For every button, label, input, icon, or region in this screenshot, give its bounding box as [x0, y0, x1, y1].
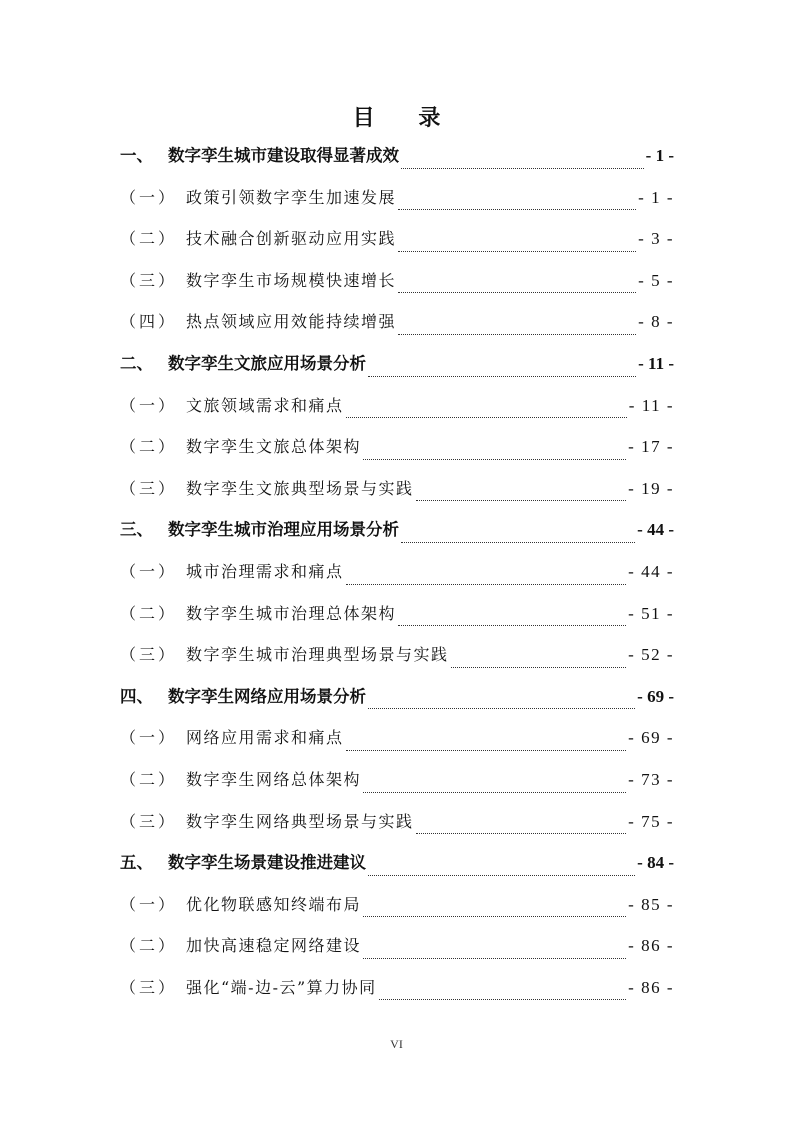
toc-entry-title: 数字孪生城市治理总体架构	[186, 603, 397, 623]
toc-dot-leader	[451, 666, 627, 668]
toc-entry-number: （三）	[120, 811, 178, 831]
toc-entry-page: - 44 -	[628, 561, 674, 581]
toc-entry-page: - 84 -	[637, 853, 674, 873]
toc-chapter-entry[interactable]	[120, 514, 674, 556]
toc-entry-page: - 19 -	[628, 478, 674, 498]
toc-entry-page: - 52 -	[628, 645, 674, 665]
toc-dot-leader	[368, 375, 636, 377]
toc-dot-leader	[363, 791, 626, 793]
toc-entry-title: 热点领域应用效能持续增强	[186, 312, 397, 332]
toc-section-entry[interactable]	[120, 223, 674, 265]
toc-entry-title: 数字孪生城市建设取得显著成效	[168, 146, 399, 165]
toc-section-entry[interactable]	[120, 972, 674, 1014]
toc-chapter-entry[interactable]	[120, 140, 674, 182]
toc-entry-number: 五、	[120, 853, 153, 873]
toc-entry-title: 文旅领域需求和痛点	[186, 395, 344, 415]
toc-section-entry[interactable]	[120, 390, 674, 432]
toc-chapter-entry[interactable]	[120, 681, 674, 723]
toc-dot-leader	[363, 915, 626, 917]
toc-chapter-entry[interactable]	[120, 847, 674, 889]
toc-entry-number: 四、	[120, 686, 153, 706]
toc-dot-leader	[401, 167, 644, 169]
toc-entry-number: （二）	[120, 769, 178, 789]
toc-dot-leader	[398, 624, 626, 626]
toc-entry-title: 数字孪生文旅应用场景分析	[168, 353, 366, 373]
toc-entry-number: （四）	[120, 312, 178, 332]
toc-dot-leader	[416, 499, 627, 501]
toc-entry-number: （三）	[120, 645, 178, 665]
toc-entry-page: - 69 -	[637, 686, 674, 706]
toc-entry-number: （二）	[120, 936, 178, 956]
toc-entry-number: 三、	[120, 520, 153, 540]
toc-dot-leader	[398, 250, 636, 252]
toc-entry-number: （三）	[120, 270, 178, 290]
toc-entry-page: - 8 -	[638, 312, 674, 332]
toc-entry-page: - 3 -	[638, 229, 674, 249]
toc-dot-leader	[363, 458, 626, 460]
toc-dot-leader	[379, 998, 626, 1000]
toc-entry-page: - 86 -	[628, 977, 674, 997]
toc-entry-page: - 73 -	[628, 769, 674, 789]
toc-entry-title: 数字孪生文旅典型场景与实践	[186, 478, 414, 498]
toc-entry-title: 强化“端-边-云”算力协同	[186, 977, 377, 997]
toc-section-entry[interactable]	[120, 265, 674, 307]
toc-section-entry[interactable]	[120, 722, 674, 764]
toc-dot-leader	[346, 416, 627, 418]
toc-entry-title: 数字孪生城市治理应用场景分析	[168, 520, 399, 540]
toc-entry-number: （一）	[120, 894, 178, 914]
toc-entry-page: - 1 -	[638, 187, 674, 207]
toc-section-entry[interactable]	[120, 930, 674, 972]
toc-dot-leader	[398, 208, 636, 210]
toc-entry-title: 政策引领数字孪生加速发展	[186, 187, 397, 207]
toc-dot-leader	[398, 333, 636, 335]
toc-entry-title: 技术融合创新驱动应用实践	[186, 229, 397, 249]
toc-entry-title: 数字孪生网络应用场景分析	[168, 686, 366, 706]
toc-entry-number: （三）	[120, 478, 178, 498]
toc-entry-title: 数字孪生市场规模快速增长	[186, 270, 397, 290]
toc-section-entry[interactable]	[120, 306, 674, 348]
toc-section-entry[interactable]	[120, 182, 674, 224]
toc-entry-number: （一）	[120, 561, 178, 581]
toc-dot-leader	[368, 707, 635, 709]
toc-dot-leader	[368, 874, 635, 876]
toc-entry-number: （一）	[120, 187, 178, 207]
toc-entry-title: 网络应用需求和痛点	[186, 728, 344, 748]
toc-entry-title: 数字孪生城市治理典型场景与实践	[186, 645, 449, 665]
toc-entry-page: - 5 -	[638, 270, 674, 290]
toc-entry-page: - 11 -	[628, 395, 674, 415]
toc-entry-page: - 11 -	[638, 353, 674, 373]
toc-section-entry[interactable]	[120, 598, 674, 640]
toc-dot-leader	[363, 957, 626, 959]
toc-entry-page: - 75 -	[628, 811, 674, 831]
toc-entry-page: - 1 -	[645, 146, 674, 165]
toc-entry-page: - 86 -	[628, 936, 674, 956]
toc-entry-title: 优化物联感知终端布局	[186, 894, 362, 914]
toc-entry-number: （一）	[120, 728, 178, 748]
toc-section-entry[interactable]	[120, 889, 674, 931]
toc-entry-title: 数字孪生文旅总体架构	[186, 437, 362, 457]
toc-entry-number: （二）	[120, 229, 178, 249]
toc-entry-page: - 44 -	[637, 520, 674, 540]
toc-entry-page: - 69 -	[628, 728, 674, 748]
toc-entry-page: - 85 -	[628, 894, 674, 914]
toc-entry-title: 数字孪生场景建设推进建议	[168, 853, 366, 873]
toc-section-entry[interactable]	[120, 431, 674, 473]
toc-dot-leader	[401, 541, 635, 543]
page-number-footer: VI	[390, 1037, 403, 1051]
toc-entry-number: 二、	[120, 353, 153, 373]
toc-entry-title: 加快高速稳定网络建设	[186, 936, 362, 956]
toc-section-entry[interactable]	[120, 764, 674, 806]
toc-section-entry[interactable]	[120, 639, 674, 681]
toc-entry-title: 数字孪生网络典型场景与实践	[186, 811, 414, 831]
toc-entry-number: （二）	[120, 603, 178, 623]
toc-entry-title: 城市治理需求和痛点	[186, 561, 344, 581]
toc-entry-number: （一）	[120, 395, 178, 415]
toc-dot-leader	[346, 749, 627, 751]
toc-entry-page: - 51 -	[628, 603, 674, 623]
toc-entry-number: （三）	[120, 977, 178, 997]
toc-section-entry[interactable]	[120, 806, 674, 848]
toc-dot-leader	[416, 832, 627, 834]
toc-title: 目 录	[352, 106, 459, 131]
toc-entry-number: （二）	[120, 437, 178, 457]
toc-section-entry[interactable]	[120, 556, 674, 598]
toc-chapter-entry[interactable]	[120, 348, 674, 390]
table-of-contents	[120, 140, 674, 1013]
toc-entry-page: - 17 -	[628, 437, 674, 457]
toc-section-entry[interactable]	[120, 473, 674, 515]
toc-dot-leader	[346, 583, 627, 585]
toc-entry-number: 一、	[120, 146, 153, 165]
toc-dot-leader	[398, 291, 636, 293]
toc-entry-title: 数字孪生网络总体架构	[186, 769, 362, 789]
